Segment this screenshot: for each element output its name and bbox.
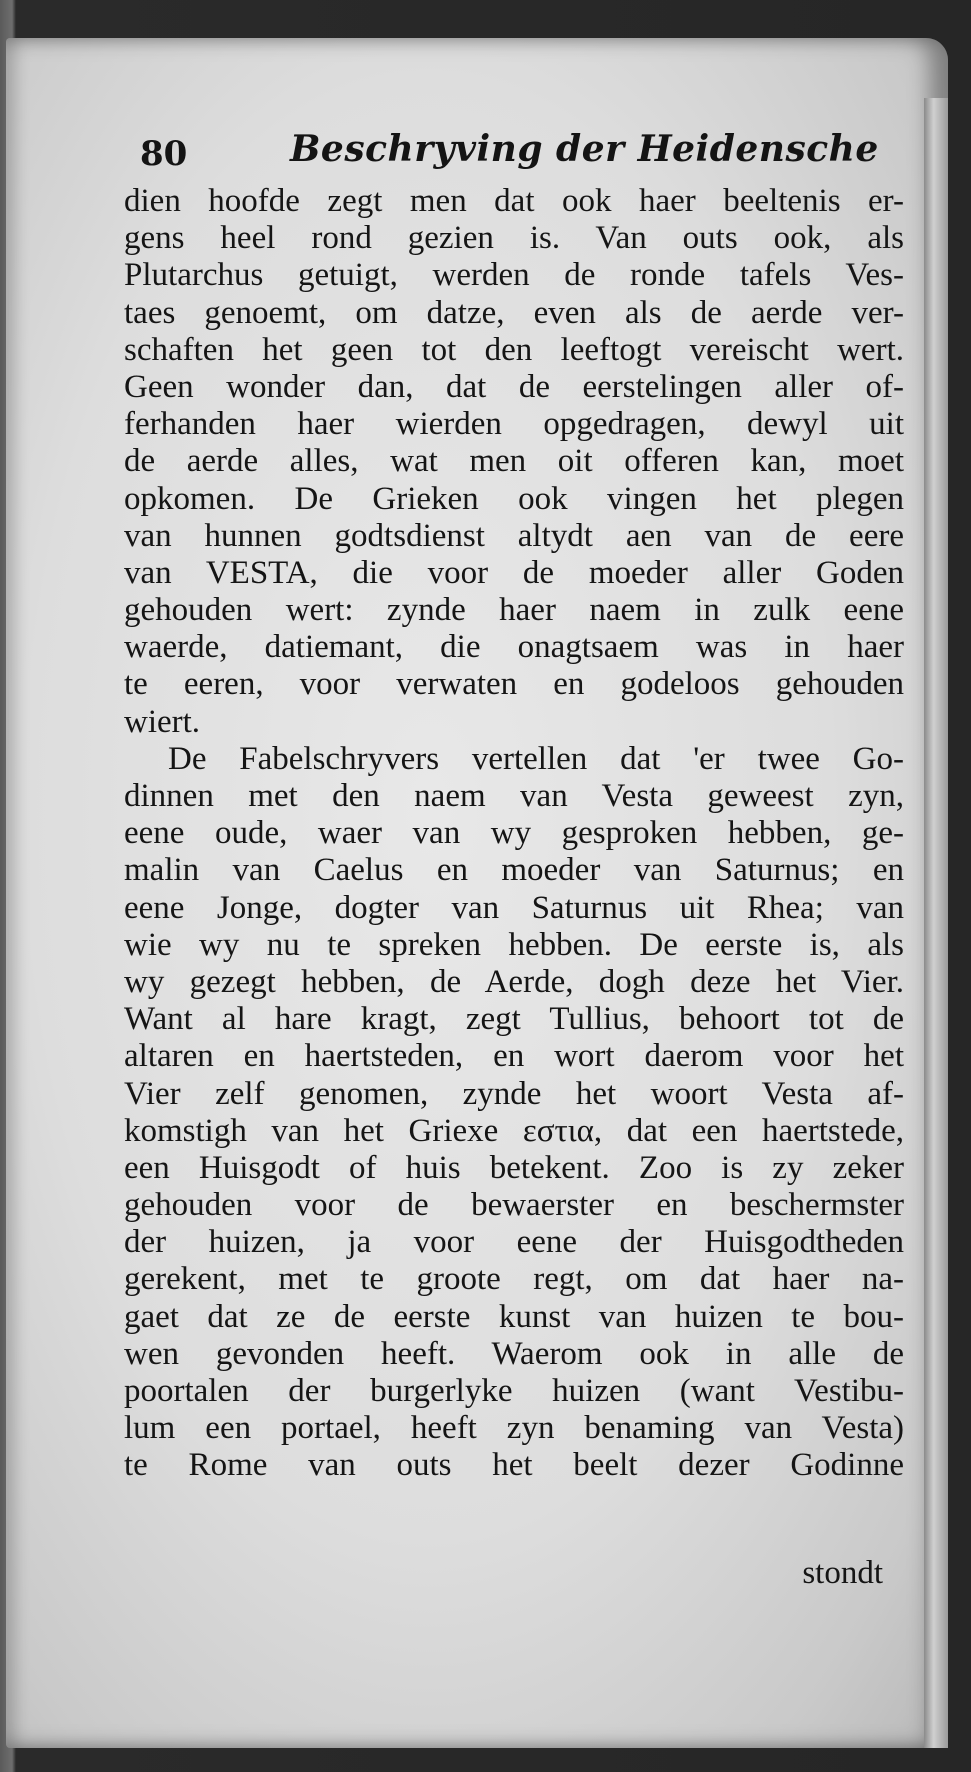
text-line: te eeren, voor verwaten en godeloos gehouden [124,666,904,703]
text-line: eene oude, waer van wy gesproken hebben, ge- [124,815,904,852]
text-line: poortalen der burgerlyke huizen (want Vestibu- [124,1373,904,1409]
text-line: De Fabelschryvers vertellen dat 'er twee Go- [168,740,904,777]
text-line: ferhanden haer wierden opgedragen, dewyl uit [124,406,904,443]
text-line: gens heel rond gezien is. Van outs ook, als [124,220,904,257]
text-line: Geen wonder dan, dat de eerstelingen aller of- [124,368,904,405]
text-line: altaren en haertsteden, en wort daerom voor het [124,1038,904,1075]
catchword: stondt [802,1555,883,1591]
text-line: schaften het geen tot den leeftogt vereischt wert. [124,331,904,368]
text-line: van VESTA, die voor de moeder aller Goden [124,554,904,591]
text-line: een Huisgodt of huis betekent. Zoo is zy zeker [124,1149,904,1186]
text-line: der huizen, ja voor eene der Huisgodtheden [124,1224,904,1261]
text-line: Plutarchus getuigt, werden de ronde tafels Ves- [124,257,904,294]
text-line: wie wy nu te spreken hebben. De eerste is, als [124,926,904,963]
page-number: 80 [140,134,188,174]
text-line: gehouden wert: zynde haer naem in zulk eene [124,592,904,629]
text-line: te Rome van outs het beelt dezer Godinne [124,1447,904,1484]
page-edge [924,98,948,1748]
running-title: Beschryving der Heidensche [290,128,879,170]
text-line: Vier zelf genomen, zynde het woort Vesta af- [124,1075,904,1112]
text-line: gehouden voor de bewaerster en beschermster [124,1187,904,1224]
text-line: gerekent, met te groote regt, om dat haer na- [124,1261,904,1298]
text-line: Want al hare kragt, zegt Tullius, behoort tot de [124,1001,904,1038]
text-line: lum een portael, heeft zyn benaming van Vesta) [124,1410,904,1447]
body-text [124,183,904,1485]
text-line: van hunnen godtsdienst altydt aen van de eere [124,517,904,554]
text-line: eene Jonge, dogter van Saturnus uit Rhea; van [124,889,904,926]
text-line: malin van Caelus en moeder van Saturnus; en [124,852,904,889]
text-line: de aerde alles, wat men oit offeren kan, moet [124,443,904,480]
text-line: gaet dat ze de eerste kunst van huizen te bou- [124,1298,904,1335]
text-line: komstigh van het Griexe εστια, dat een haertstede, [124,1112,904,1149]
text-line: taes genoemt, om datze, even als de aerde ver- [124,294,904,331]
page-header [140,128,940,178]
text-line: wy gezegt hebben, de Aerde, dogh deze het Vier. [124,963,904,1000]
text-line: wen gevonden heeft. Waerom ook in alle de [124,1335,904,1372]
text-line: waerde, datiemant, die onagtsaem was in haer [124,629,904,666]
text-line: opkomen. De Grieken ook vingen het plegen [124,480,904,517]
text-line: dien hoofde zegt men dat ook haer beeltenis er- [124,183,904,219]
text-line: dinnen met den naem van Vesta geweest zyn, [124,778,904,814]
text-line: wiert. [124,703,201,740]
